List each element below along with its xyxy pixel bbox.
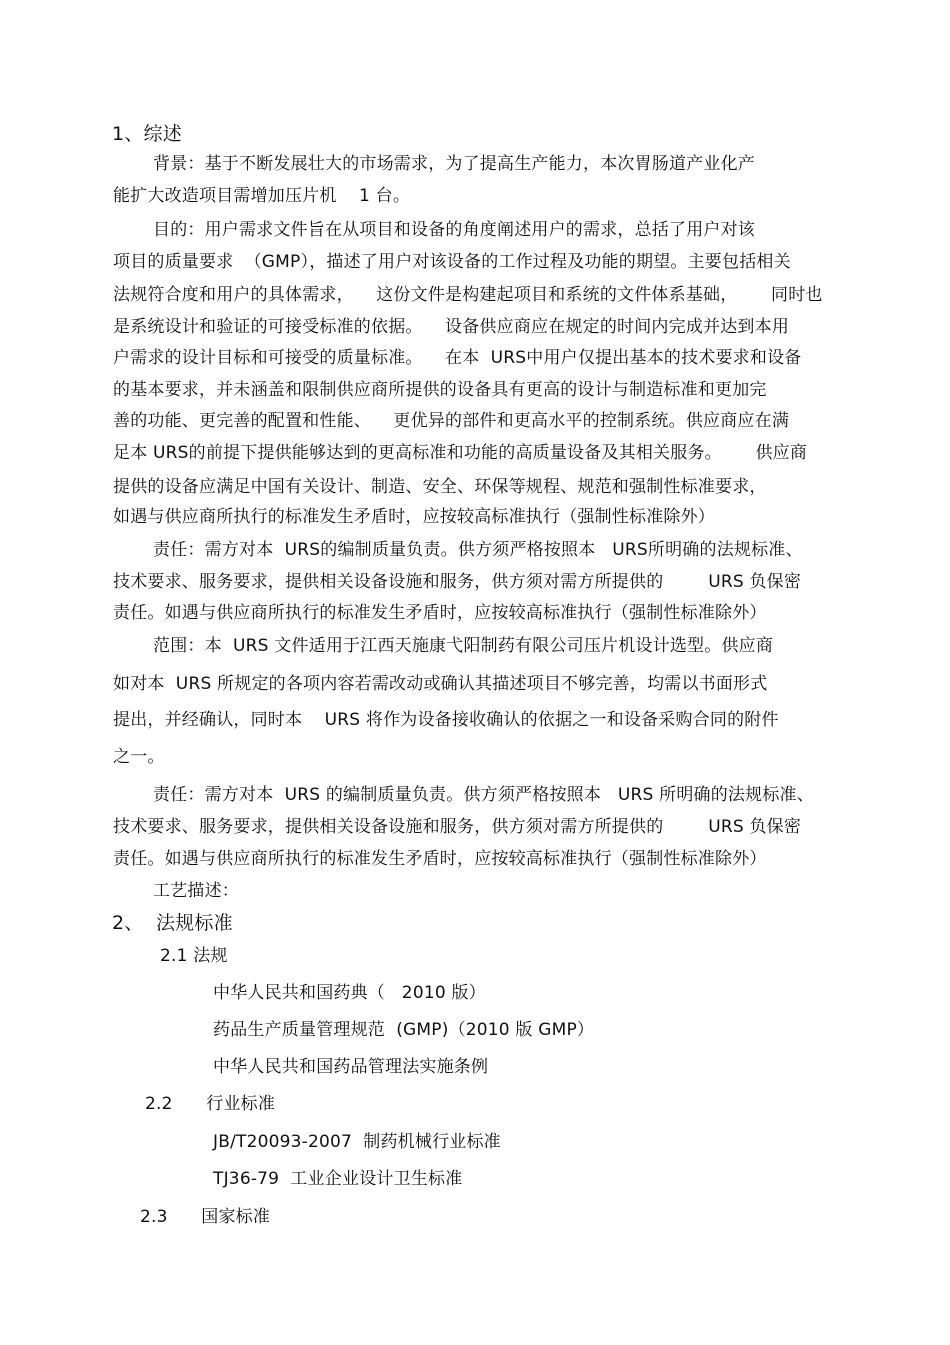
paragraph-line: 技术要求、服务要求，提供相关设备设施和服务，供方须对需方所提供的 URS 负保密 (113, 817, 802, 837)
paragraph-line: 背景：基于不断发展壮大的市场需求，为了提高生产能力，本次胃肠道产业化产 (153, 154, 755, 174)
paragraph-line: 项目的质量要求 （GMP），描述了用户对该设备的工作过程及功能的期望。主要包括相关 (113, 252, 791, 272)
standard-item: 中华人民共和国药典（ 2010 版） (213, 983, 486, 1003)
paragraph-line: 如对本 URS 所规定的各项内容若需改动或确认其描述项目不够完善，均需以书面形式 (113, 674, 768, 694)
subsection-title-industry-standards: 2.2 行业标准 (145, 1094, 276, 1114)
paragraph-line: 技术要求、服务要求，提供相关设备设施和服务，供方须对需方所提供的 URS 负保密 (113, 572, 802, 592)
paragraph-line: 目的：用户需求文件旨在从项目和设备的角度阐述用户的需求，总括了用户对该 (153, 220, 755, 240)
paragraph-line: 是系统设计和验证的可接受标准的依据。 设备供应商应在规定的时间内完成并达到本用 (113, 317, 790, 337)
standard-item: TJ36-79 工业企业设计卫生标准 (213, 1169, 463, 1189)
paragraph-line: 能扩大改造项目需增加压片机 1 台。 (113, 186, 411, 206)
paragraph-line: 之一。 (113, 747, 165, 767)
section-heading-regulations: 2、 法规标准 (112, 912, 233, 934)
section-heading-overview: 1、综述 (112, 123, 182, 145)
paragraph-line: 范围：本 URS 文件适用于江西天施康弋阳制药有限公司压片机设计选型。供应商 (153, 636, 774, 656)
paragraph-line: 善的功能、更完善的配置和性能、 更优异的部件和更高水平的控制系统。供应商应在满 (113, 411, 790, 431)
paragraph-line: 责任：需方对本 URS的编制质量负责。供方须严格按照本 URS所明确的法规标准、 (153, 540, 803, 560)
paragraph-line: 责任。如遇与供应商所执行的标准发生矛盾时，应按较高标准执行（强制性标准除外） (113, 603, 767, 623)
paragraph-line: 提出，并经确认，同时本 URS 将作为设备接收确认的依据之一和设备采购合同的附件 (113, 710, 779, 730)
paragraph-line: 如遇与供应商所执行的标准发生矛盾时，应按较高标准执行（强制性标准除外） (113, 507, 715, 527)
paragraph-line: 责任。如遇与供应商所执行的标准发生矛盾时，应按较高标准执行（强制性标准除外） (113, 849, 767, 869)
standard-item: 药品生产质量管理规范 (GMP)（2010 版 GMP） (213, 1020, 595, 1040)
standard-item: 中华人民共和国药品管理法实施条例 (213, 1057, 489, 1077)
paragraph-line: 户需求的设计目标和可接受的质量标准。 在本 URS中用户仅提出基本的技术要求和设备 (113, 348, 802, 368)
subsection-title-regulations: 2.1 法规 (160, 946, 228, 966)
paragraph-line: 的基本要求，并未涵盖和限制供应商所提供的设备具有更高的设计与制造标准和更加完 (113, 380, 767, 400)
paragraph-line: 工艺描述： (153, 881, 239, 901)
paragraph-line: 提供的设备应满足中国有关设计、制造、安全、环保等规程、规范和强制性标准要求， (113, 477, 767, 497)
standard-item: JB/T20093-2007 制药机械行业标准 (213, 1132, 501, 1152)
paragraph-line: 足本 URS的前提下提供能够达到的更高标准和功能的高质量设备及其相关服务。 供应商 (113, 443, 808, 463)
paragraph-line: 法规符合度和用户的具体需求， 这份文件是构建起项目和系统的文件体系基础， 同时也 (113, 285, 823, 305)
subsection-title-national-standards: 2.3 国家标准 (140, 1207, 271, 1227)
paragraph-line: 责任：需方对本 URS 的编制质量负责。供方须严格按照本 URS 所明确的法规标准、 (153, 785, 814, 805)
